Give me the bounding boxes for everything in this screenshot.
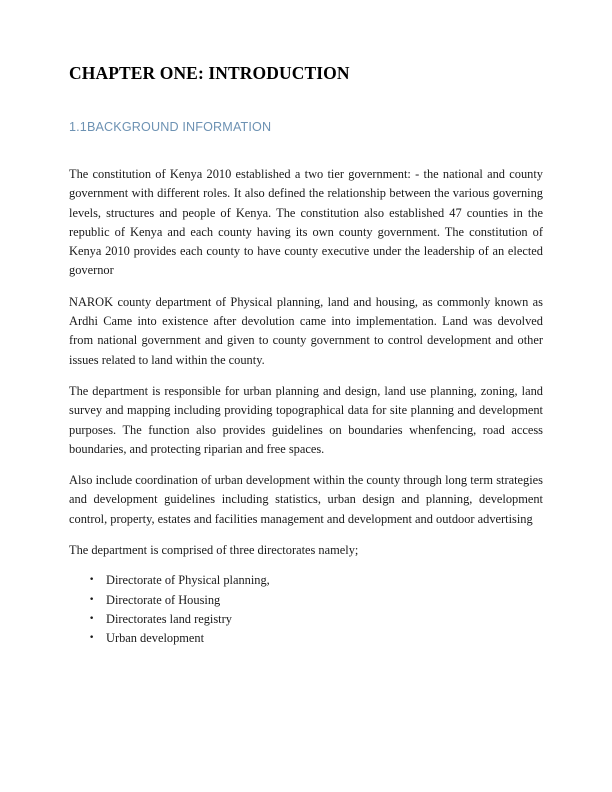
document-body [69, 62, 543, 649]
list-item-label: Directorate of Housing [106, 592, 221, 607]
paragraph-constitution-overview: The constitution of Kenya 2010 established a two tier government: - the national and county government with different roles. It also defined the relationship between the various governing levels, structures and people of Kenya. The constitution also established 47 counties in the republic of Kenya and each county having its own county government. The constitution of Kenya 2010 provides each county to have county executive under the leadership of an elected governor [69, 167, 543, 278]
paragraph-urban-development-coordination: Also include coordination of urban development within the county through long term strategies and development guidelines including statistics, urban design and planning, development control, property, estates and facilities management and development and outdoor advertising [69, 473, 543, 526]
paragraph-directorates-intro: The department is comprised of three directorates namely; [69, 543, 359, 558]
bullet-icon: • [89, 613, 95, 624]
section-heading-background-information: 1.1BACKGROUND INFORMATION [69, 120, 272, 134]
page-title: CHAPTER ONE: INTRODUCTION [69, 63, 350, 83]
bullet-icon: • [89, 594, 95, 605]
list-item [69, 629, 543, 648]
bullet-icon: • [89, 633, 95, 644]
directorates-list [69, 571, 543, 648]
bullet-icon: • [89, 575, 95, 586]
list-item-label: Urban development [106, 631, 205, 646]
list-item-label: Directorates land registry [106, 611, 232, 626]
list-item [69, 571, 543, 590]
list-item [69, 591, 543, 610]
paragraph-narok-department: NAROK county department of Physical planning, land and housing, as commonly known as Ardhi Came into existence after devolution came into implementation. Land was devolved from national government and given to county government to control development and other issues related to land within the county. [69, 294, 543, 367]
paragraph-department-responsibilities: The department is responsible for urban planning and design, land use planning, zoning, land survey and mapping including providing topographical data for site planning and development purposes. The function also provides guidelines on boundaries whenfencing, road access boundaries, and protecting riparian and free spaces. [69, 383, 543, 456]
list-item-label: Directorate of Physical planning, [106, 573, 270, 588]
list-item [69, 610, 543, 629]
